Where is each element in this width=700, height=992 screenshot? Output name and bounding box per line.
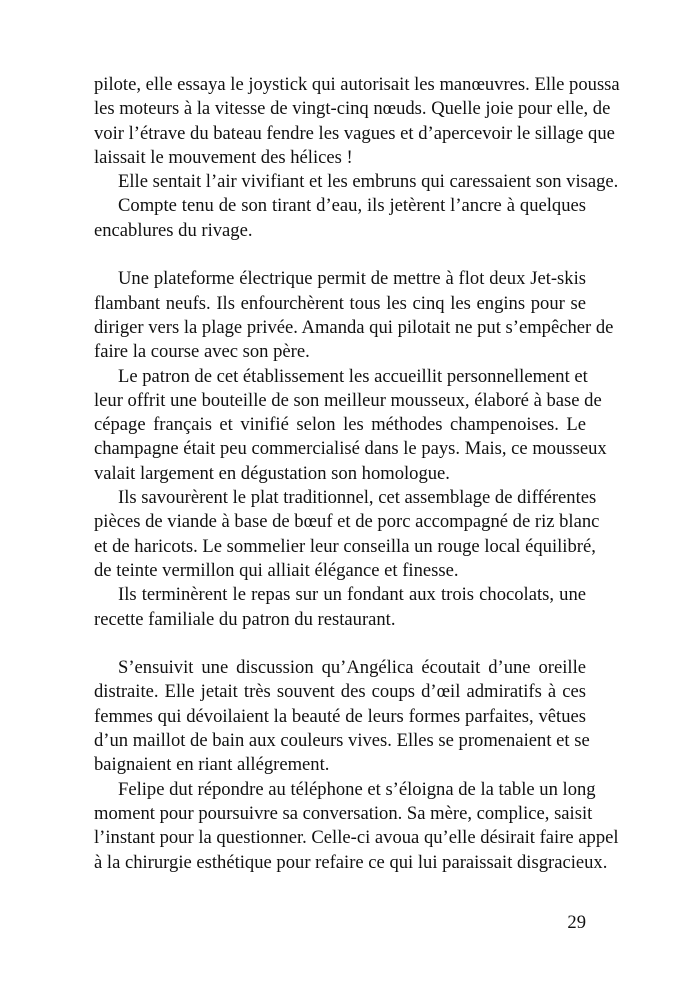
text-line: S’ensuivit une discussion qu’Angélica écoutait d’une oreille (118, 657, 586, 679)
text-line: femmes qui dévoilaient la beauté de leurs formes parfaites, vêtues (94, 705, 586, 727)
text-line: Une plateforme électrique permit de mettre à flot deux Jet-skis (118, 268, 586, 290)
paragraph (94, 170, 619, 194)
paragraph (94, 267, 614, 364)
text-line: pilote, elle essaya le joystick qui autorisait les manœuvres. Elle poussa (94, 74, 620, 95)
text-line: Elle sentait l’air vivifiant et les embruns qui caressaient son visage. (118, 171, 619, 193)
page-number: 29 (567, 912, 586, 933)
body-text (94, 73, 620, 875)
text-line: Felipe dut répondre au téléphone et s’éloigna de la table un long (118, 778, 596, 800)
text-line: laissait le mouvement des hélices ! (94, 146, 353, 168)
paragraph (94, 365, 607, 486)
text-line: diriger vers la plage privée. Amanda qui pilotait ne put s’empêcher de (94, 316, 614, 338)
text-line: à la chirurgie esthétique pour refaire ce qui lui paraissait disgracieux. (94, 851, 608, 873)
text-line: Compte tenu de son tirant d’eau, ils jetèrent l’ancre à quelques (118, 195, 586, 217)
paragraph (94, 583, 586, 632)
text-line: l’instant pour la questionner. Celle-ci avoua qu’elle désirait faire appel (94, 827, 619, 849)
text-line: valait largement en dégustation son homologue. (94, 462, 450, 484)
text-line: encablures du rivage. (94, 219, 253, 241)
text-line: cépage français et vinifié selon les méthodes champenoises. Le (94, 414, 586, 436)
text-line: flambant neufs. Ils enfourchèrent tous les cinq les engins pour se (94, 292, 586, 314)
text-line: Ils terminèrent le repas sur un fondant aux trois chocolats, une (118, 584, 586, 606)
text-line: de teinte vermillon qui alliait élégance et finesse. (94, 559, 459, 581)
text-line: voir l’étrave du bateau fendre les vagues et d’apercevoir le sillage que (94, 122, 615, 144)
paragraph (94, 73, 620, 170)
text-line: Ils savourèrent le plat traditionnel, cet assemblage de différentes (118, 487, 597, 509)
text-line: faire la course avec son père. (94, 341, 310, 363)
text-line: baignaient en riant allégrement. (94, 754, 330, 776)
text-line: d’un maillot de bain aux couleurs vives. Elles se promenaient et se (94, 730, 590, 752)
section-break (94, 243, 586, 267)
text-line: leur offrit une bouteille de son meilleur mousseux, élaboré à base de (94, 389, 602, 411)
text-line: champagne était peu commercialisé dans le pays. Mais, ce mousseux (94, 438, 607, 460)
text-line: pièces de viande à base de bœuf et de porc accompagné de riz blanc (94, 511, 600, 533)
text-line: moment pour poursuivre sa conversation. Sa mère, complice, saisit (94, 802, 593, 824)
paragraph (94, 486, 600, 583)
text-line: recette familiale du patron du restaurant. (94, 608, 396, 630)
paragraph (94, 194, 586, 243)
section-break (94, 632, 586, 656)
paragraph (94, 778, 619, 875)
paragraph (94, 656, 590, 777)
text-line: distraite. Elle jetait très souvent des coups d’œil admiratifs à ces (94, 681, 586, 703)
text-line: et de haricots. Le sommelier leur conseilla un rouge local équilibré, (94, 535, 596, 557)
text-line: Le patron de cet établissement les accueillit personnellement et (118, 365, 588, 387)
text-line: les moteurs à la vitesse de vingt-cinq nœuds. Quelle joie pour elle, de (94, 98, 611, 120)
